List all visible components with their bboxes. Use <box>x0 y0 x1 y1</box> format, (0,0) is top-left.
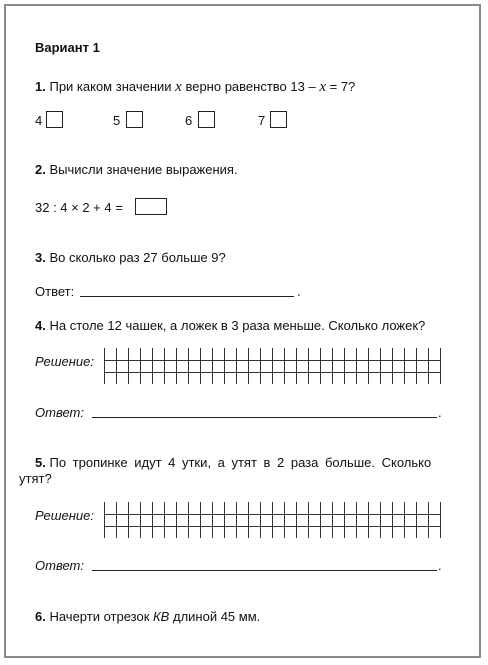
task-5-answer-label: Ответ: <box>35 558 84 573</box>
task-3-number: 3. <box>35 250 46 265</box>
task-1-checkbox-1[interactable] <box>46 111 63 128</box>
task-4-answer-line[interactable] <box>92 417 437 418</box>
task-1-question <box>35 79 355 96</box>
task-5-answer-end: . <box>438 558 442 573</box>
task-3-text: Во сколько раз 27 больше 9? <box>49 250 226 265</box>
task-4-answer-label: Ответ: <box>35 405 84 420</box>
task-1-text-before: При каком значении <box>49 79 172 94</box>
task-1-text-after: = 7? <box>329 79 356 94</box>
task-1-checkbox-3[interactable] <box>198 111 215 128</box>
task-3-answer-line[interactable] <box>80 296 294 297</box>
task-5-solution-grid[interactable] <box>104 502 442 542</box>
task-3-answer-end: . <box>297 284 301 299</box>
task-1-text-mid: верно равенство 13 – <box>185 79 316 94</box>
task-6-text-after: длиной 45 мм. <box>172 609 261 624</box>
task-5-question-line-1 <box>35 455 431 470</box>
task-3-answer-label: Ответ: <box>35 284 75 299</box>
task-1-checkbox-2[interactable] <box>126 111 143 128</box>
task-2-answer-box[interactable] <box>135 198 167 215</box>
task-6-segment-name: КВ <box>153 609 170 624</box>
task-6-number: 6. <box>35 609 46 624</box>
task-5-text-line-1: По тропинке идут 4 утки, а утят в 2 раза больше. Сколько <box>49 455 432 470</box>
task-2-question <box>35 162 238 177</box>
task-3-question <box>35 250 226 265</box>
task-5-text-line-2: утят? <box>19 471 52 486</box>
task-1-variable-2: x <box>319 79 326 95</box>
task-4-number: 4. <box>35 318 46 333</box>
task-1-option-label-2: 5 <box>113 113 121 128</box>
task-4-solution-grid[interactable] <box>104 348 442 388</box>
task-5-number: 5. <box>35 455 46 470</box>
task-6-question <box>35 609 260 624</box>
task-1-option-label-4: 7 <box>258 113 266 128</box>
task-1-checkbox-4[interactable] <box>270 111 287 128</box>
variant-title: Вариант 1 <box>35 40 100 55</box>
task-2-text: Вычисли значение выражения. <box>49 162 238 177</box>
task-1-number: 1. <box>35 79 46 94</box>
task-6-text-before: Начерти отрезок <box>49 609 150 624</box>
task-2-expression: 32 : 4 × 2 + 4 = <box>35 200 123 215</box>
task-4-text: На столе 12 чашек, а ложек в 3 раза меньше. Сколько ложек? <box>49 318 426 333</box>
task-4-solution-label: Решение: <box>35 354 95 369</box>
task-4-question <box>35 318 425 333</box>
task-5-solution-label: Решение: <box>35 508 95 523</box>
task-2-number: 2. <box>35 162 46 177</box>
task-1-option-label-3: 6 <box>185 113 193 128</box>
task-1-option-label-1: 4 <box>35 113 43 128</box>
task-4-answer-end: . <box>438 405 442 420</box>
task-5-answer-line[interactable] <box>92 570 437 571</box>
task-1-variable: x <box>175 79 182 95</box>
